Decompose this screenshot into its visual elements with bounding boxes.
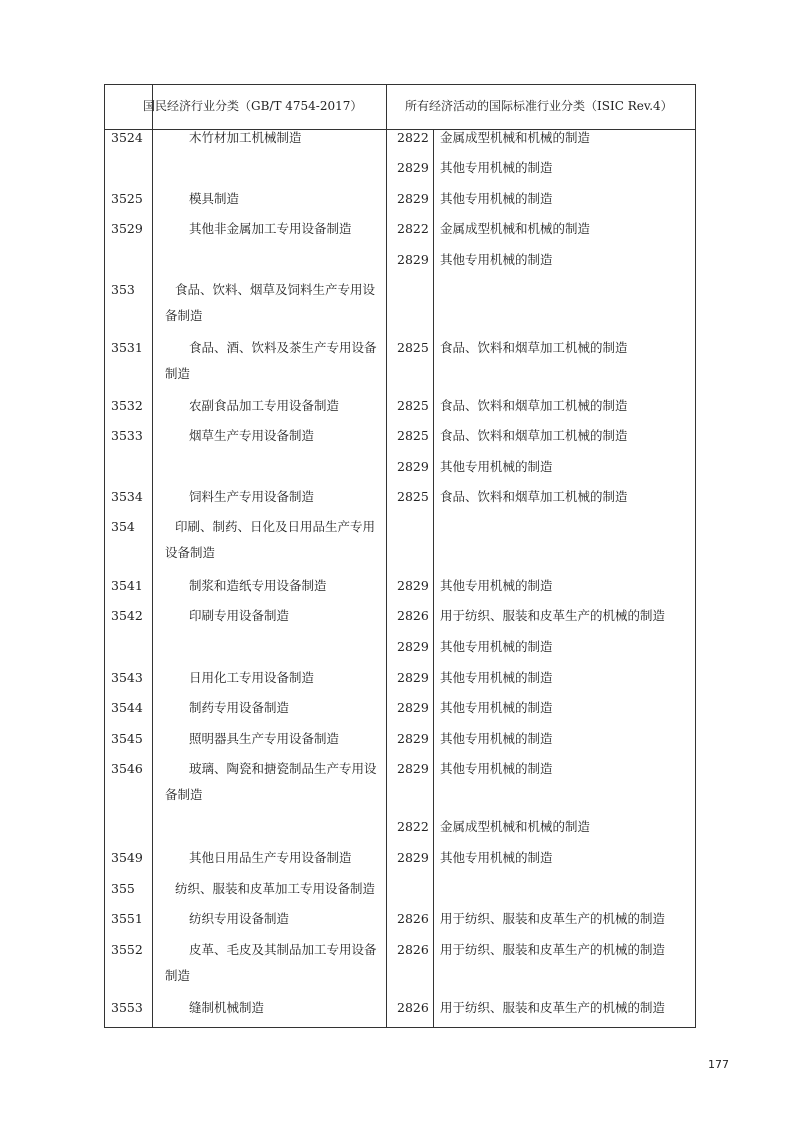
row-isic-code: 2829 [397, 191, 429, 206]
row-isic-code: 2826 [397, 911, 429, 926]
row-isic-name: 用于纺织、服装和皮革生产的机械的制造 [440, 911, 666, 926]
row-code: 3549 [111, 850, 143, 865]
row-code: 3529 [111, 221, 143, 236]
row-isic-code: 2822 [397, 221, 429, 236]
row-name: 食品、饮料、烟草及饲料生产专用设备制造 [165, 282, 376, 323]
row-code: 3525 [111, 191, 143, 206]
row-code: 3531 [111, 340, 143, 355]
row-isic-code: 2829 [397, 160, 429, 175]
header-right: 所有经济活动的国际标准行业分类（ISIC Rev.4） [405, 99, 673, 113]
row-code: 355 [111, 881, 135, 896]
row-name: 照明器具生产专用设备制造 [189, 731, 340, 746]
row-isic-name: 其他专用机械的制造 [440, 850, 553, 865]
row-code: 3524 [111, 130, 143, 145]
row-isic-name: 其他专用机械的制造 [440, 191, 553, 206]
row-name: 纺织、服装和皮革加工专用设备制造 [175, 881, 376, 896]
row-isic-code: 2829 [397, 639, 429, 654]
row-name: 食品、酒、饮料及茶生产专用设备制造 [165, 340, 377, 381]
row-isic-name: 用于纺织、服装和皮革生产的机械的制造 [440, 608, 666, 623]
row-isic-name: 食品、饮料和烟草加工机械的制造 [440, 428, 628, 443]
row-name: 木竹材加工机械制造 [189, 130, 302, 145]
row-isic-code: 2826 [397, 942, 429, 957]
row-name: 印刷专用设备制造 [189, 608, 290, 623]
row-name: 其他日用品生产专用设备制造 [189, 850, 352, 865]
row-code: 3532 [111, 398, 143, 413]
page-number: 177 [708, 1058, 729, 1071]
column-divider [386, 85, 387, 1027]
row-isic-name: 其他专用机械的制造 [440, 670, 553, 685]
row-isic-name: 其他专用机械的制造 [440, 160, 553, 175]
row-name: 制浆和造纸专用设备制造 [189, 578, 327, 593]
row-isic-code: 2829 [397, 761, 429, 776]
row-name: 烟草生产专用设备制造 [189, 428, 315, 443]
row-name: 皮革、毛皮及其制品加工专用设备制造 [165, 942, 377, 983]
row-name: 纺织专用设备制造 [189, 911, 290, 926]
row-isic-name: 其他专用机械的制造 [440, 731, 553, 746]
row-name: 饲料生产专用设备制造 [189, 489, 315, 504]
row-code: 354 [111, 519, 135, 534]
row-isic-code: 2829 [397, 252, 429, 267]
row-name: 模具制造 [189, 191, 240, 206]
header-left: 国民经济行业分类（GB/T 4754-2017） [143, 99, 363, 113]
row-name: 印刷、制药、日化及日用品生产专用设备制造 [165, 519, 376, 560]
row-name: 玻璃、陶瓷和搪瓷制品生产专用设备制造 [165, 761, 377, 802]
row-isic-code: 2829 [397, 670, 429, 685]
row-code: 353 [111, 282, 135, 297]
row-code: 3551 [111, 911, 143, 926]
row-isic-name: 其他专用机械的制造 [440, 252, 553, 267]
row-isic-name: 金属成型机械和机械的制造 [440, 130, 591, 145]
row-isic-name: 其他专用机械的制造 [440, 761, 553, 776]
row-isic-name: 其他专用机械的制造 [440, 700, 553, 715]
row-isic-code: 2822 [397, 130, 429, 145]
row-isic-code: 2825 [397, 398, 429, 413]
row-name: 其他非金属加工专用设备制造 [189, 221, 352, 236]
row-isic-code: 2826 [397, 1000, 429, 1015]
row-isic-code: 2829 [397, 700, 429, 715]
row-isic-name: 用于纺织、服装和皮革生产的机械的制造 [440, 942, 666, 957]
column-divider [152, 85, 153, 1027]
row-isic-code: 2822 [397, 819, 429, 834]
row-name: 缝制机械制造 [189, 1000, 265, 1015]
row-name: 农副食品加工专用设备制造 [189, 398, 340, 413]
row-isic-name: 食品、饮料和烟草加工机械的制造 [440, 398, 628, 413]
row-name: 制药专用设备制造 [189, 700, 290, 715]
row-isic-code: 2829 [397, 459, 429, 474]
row-isic-code: 2829 [397, 578, 429, 593]
classification-table [104, 84, 696, 1028]
row-isic-code: 2825 [397, 340, 429, 355]
row-isic-code: 2825 [397, 489, 429, 504]
row-isic-code: 2826 [397, 608, 429, 623]
row-code: 3552 [111, 942, 143, 957]
row-isic-name: 用于纺织、服装和皮革生产的机械的制造 [440, 1000, 666, 1015]
row-isic-name: 食品、饮料和烟草加工机械的制造 [440, 489, 628, 504]
row-code: 3553 [111, 1000, 143, 1015]
row-isic-name: 食品、饮料和烟草加工机械的制造 [440, 340, 628, 355]
row-code: 3534 [111, 489, 143, 504]
row-code: 3541 [111, 578, 143, 593]
row-isic-name: 其他专用机械的制造 [440, 459, 553, 474]
row-name: 日用化工专用设备制造 [189, 670, 315, 685]
row-code: 3545 [111, 731, 143, 746]
row-code: 3533 [111, 428, 143, 443]
column-divider [433, 129, 434, 1027]
row-isic-name: 金属成型机械和机械的制造 [440, 221, 591, 236]
row-isic-name: 金属成型机械和机械的制造 [440, 819, 591, 834]
row-isic-code: 2829 [397, 850, 429, 865]
row-code: 3546 [111, 761, 143, 776]
row-isic-name: 其他专用机械的制造 [440, 578, 553, 593]
row-isic-code: 2825 [397, 428, 429, 443]
row-isic-name: 其他专用机械的制造 [440, 639, 553, 654]
row-isic-code: 2829 [397, 731, 429, 746]
row-code: 3543 [111, 670, 143, 685]
row-code: 3544 [111, 700, 143, 715]
row-code: 3542 [111, 608, 143, 623]
